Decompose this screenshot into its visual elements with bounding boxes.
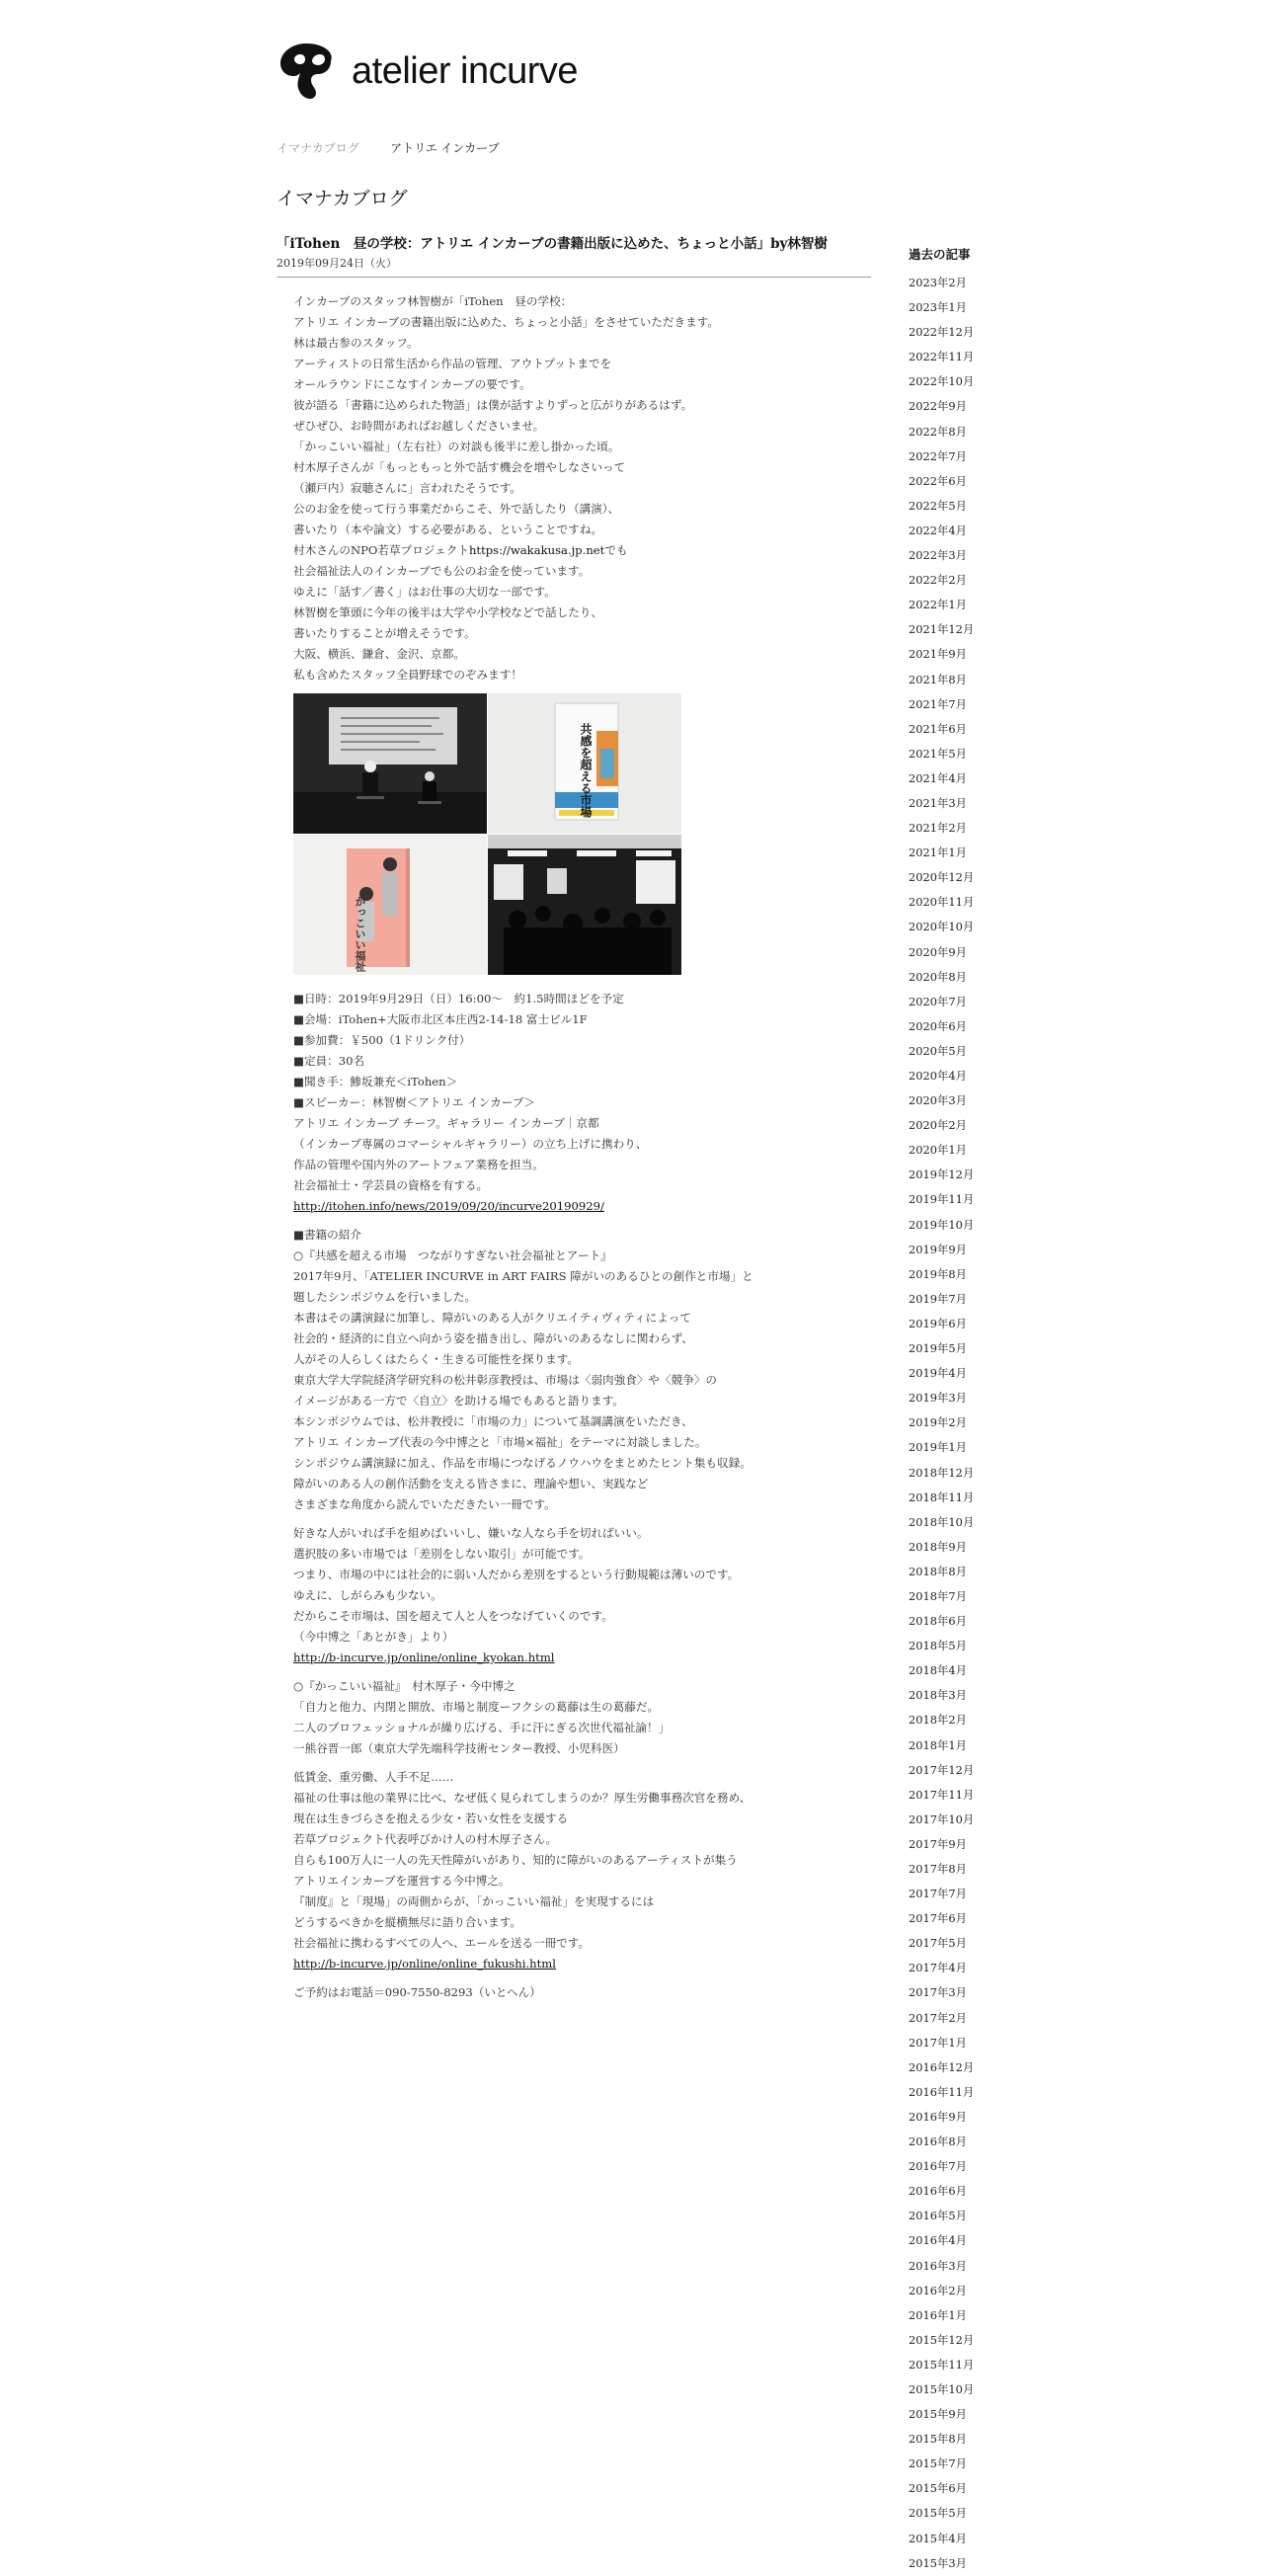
intro-line: 書いたり（本や論文）する必要がある、ということですね。 xyxy=(293,523,603,536)
archive-sidebar xyxy=(909,245,1047,2576)
talk-event-illustration xyxy=(293,693,487,834)
book2-body-line: 福祉の仕事は他の業界に比べ、なぜ低く見られてしまうのか？厚生労働事務次官を務め、 xyxy=(293,1791,752,1805)
intro-section xyxy=(293,291,871,685)
book2-link[interactable]: http://b-incurve.jp/online/online_fukushi.html xyxy=(293,1957,556,1971)
archive-month-link[interactable]: 2019年4月 xyxy=(909,1366,968,1381)
archive-month-link[interactable]: 2019年10月 xyxy=(909,1217,975,1232)
archive-month-link[interactable]: 2017年10月 xyxy=(909,1811,975,1826)
archive-month-link[interactable]: 2015年8月 xyxy=(909,2432,968,2447)
intro-line: 林智樹を筆頭に今年の後半は大学や小学校などで話したり、 xyxy=(293,605,603,619)
gallery-crowd-photo xyxy=(488,835,681,975)
book2-body-line: 『制度』と「現場」の両側からが、「かっこいい福祉」を実現するには xyxy=(293,1894,655,1908)
archive-month-link[interactable]: 2018年7月 xyxy=(909,1588,968,1603)
book1-quote xyxy=(293,1523,871,1668)
archive-month-link[interactable]: 2022年7月 xyxy=(909,448,968,463)
blog-post xyxy=(277,235,871,2003)
archive-month-link[interactable]: 2022年1月 xyxy=(909,598,968,612)
intro-line xyxy=(293,540,871,561)
book2-line: 一熊谷晋一郎（東京大学先端科学技術センター教授、小児科医） xyxy=(293,1741,625,1755)
archive-month-link[interactable]: 2019年9月 xyxy=(909,1242,968,1256)
archive-month-link[interactable]: 2016年6月 xyxy=(909,2184,968,2199)
archive-month-link[interactable]: 2021年8月 xyxy=(909,672,968,686)
book2-body xyxy=(293,1767,871,1974)
archive-month-link[interactable]: 2015年11月 xyxy=(909,2357,975,2372)
archive-month-link[interactable]: 2018年4月 xyxy=(909,1663,968,1678)
archive-month-link[interactable]: 2020年7月 xyxy=(909,994,968,1008)
intro-line: 「かっこいい福祉」（左右社）の対談も後半に差し掛かった頃。 xyxy=(293,440,620,453)
archive-month-link[interactable]: 2020年6月 xyxy=(909,1018,968,1033)
intro-line: 公のお金を使って行う事業だからこそ、外で話したり（講演）、 xyxy=(293,502,620,516)
archive-month-link[interactable]: 2019年8月 xyxy=(909,1266,968,1281)
book1-line: 障がいのある人の創作活動を支える皆さまに、理論や想い、実践など xyxy=(293,1477,649,1490)
event-line: ■参加費：￥500（1ドリンク付） xyxy=(293,1033,471,1047)
book2-body-line: どうするべきかを縦横無尽に語り合います。 xyxy=(293,1915,521,1929)
archive-month-link[interactable]: 2019年1月 xyxy=(909,1440,968,1455)
talk-event-photo xyxy=(293,693,487,834)
archive-month-link[interactable]: 2018年10月 xyxy=(909,1514,975,1529)
intro-line: インカーブのスタッフ林智樹が「iTohen 昼の学校： xyxy=(293,294,573,308)
archive-month-link[interactable]: 2017年5月 xyxy=(909,1936,968,1951)
archive-month-link[interactable]: 2016年1月 xyxy=(909,2307,968,2322)
book1-line: ○『共感を超える市場 つながりすぎない社会福祉とアート』 xyxy=(293,1248,612,1262)
incurve-logo-icon xyxy=(277,40,340,103)
event-line: ■スピーカー：林智樹＜アトリエ インカーブ＞ xyxy=(293,1095,536,1109)
archive-month-link[interactable]: 2022年2月 xyxy=(909,573,968,588)
intro-line: ゆえに「話す／書く」はお仕事の大切な一部です。 xyxy=(293,585,556,599)
archive-month-link[interactable]: 2023年1月 xyxy=(909,300,968,315)
archive-month-link[interactable]: 2020年10月 xyxy=(909,920,975,934)
archive-month-link[interactable]: 2016年8月 xyxy=(909,2134,968,2149)
archive-month-link[interactable]: 2017年4月 xyxy=(909,1961,968,1975)
archive-month-link[interactable]: 2018年11月 xyxy=(909,1489,975,1504)
archive-month-link[interactable]: 2022年10月 xyxy=(909,374,975,389)
archive-month-link[interactable]: 2017年12月 xyxy=(909,1762,975,1777)
archive-month-link[interactable]: 2021年7月 xyxy=(909,696,968,711)
book2-line: 二人のプロフェッショナルが繰り広げる、手に汗にぎる次世代福祉論！」 xyxy=(293,1721,671,1734)
site-logo[interactable] xyxy=(277,40,578,103)
archive-month-link[interactable]: 2017年8月 xyxy=(909,1862,968,1876)
archive-month-link[interactable]: 2019年5月 xyxy=(909,1341,968,1356)
archive-month-link[interactable]: 2021年3月 xyxy=(909,795,968,810)
book1-line: シンポジウム講演録に加え、作品を市場につなげるノウハウをまとめたヒント集も収録。 xyxy=(293,1456,752,1470)
archive-month-link[interactable]: 2021年6月 xyxy=(909,721,968,736)
book2-line: ○『かっこいい福祉』 村木厚子・今中博之 xyxy=(293,1679,515,1693)
archive-month-link[interactable]: 2020年11月 xyxy=(909,895,975,910)
intro-line: アーティストの日常生活から作品の管理、アウトプットまでを xyxy=(293,357,612,370)
event-line: 作品の管理や国内外のアートフェア業務を担当。 xyxy=(293,1158,544,1171)
intro-line: ぜひぜひ、お時間があればお越しくださいませ。 xyxy=(293,419,545,433)
book-cover-photo-1 xyxy=(488,693,681,834)
quote-line: （今中博之「あとがき」より） xyxy=(293,1630,454,1644)
book2-body-line: 自らも100万人に一人の先天性障がいがあり、知的に障がいのあるアーティストが集う xyxy=(293,1853,738,1867)
book-cover-photo-2 xyxy=(293,835,487,975)
post-body xyxy=(293,291,871,2003)
book-cover-illustration-2 xyxy=(293,835,487,975)
archive-month-link[interactable]: 2018年5月 xyxy=(909,1639,968,1653)
event-link[interactable]: http://itohen.info/news/2019/09/20/incurve20190929/ xyxy=(293,1199,604,1213)
intro-line: アトリエ インカーブの書籍出版に込めた、ちょっと小話」をさせていただきます。 xyxy=(293,315,719,329)
book1-line: 2017年9月、「ATELIER INCURVE in ART FAIRS 障がいのあるひとの創作と市場」と xyxy=(293,1269,753,1283)
archive-month-link[interactable]: 2017年7月 xyxy=(909,1887,968,1901)
book1-line: さまざまな角度から読んでいただきたい一冊です。 xyxy=(293,1497,556,1511)
archive-month-link[interactable]: 2015年10月 xyxy=(909,2381,975,2396)
book1-line: 本シンポジウムでは、松井教授に「市場の力」について基調講演をいただき、 xyxy=(293,1414,693,1428)
archive-month-link[interactable]: 2020年8月 xyxy=(909,969,968,984)
breadcrumb-atelier-link[interactable]: アトリエ インカーブ xyxy=(390,141,500,155)
archive-month-link[interactable]: 2022年12月 xyxy=(909,325,975,340)
archive-month-link[interactable]: 2020年9月 xyxy=(909,944,968,959)
book1-line: イメージがある一方で〈自立〉を助ける場でもあると語ります。 xyxy=(293,1394,624,1408)
intro-line: 彼が語る「書籍に込められた物語」は僕が話すよりずっと広がりがあるはず。 xyxy=(293,398,693,412)
archive-month-link[interactable]: 2020年5月 xyxy=(909,1043,968,1058)
archive-month-link[interactable]: 2016年5月 xyxy=(909,2209,968,2223)
archive-month-link[interactable]: 2015年7月 xyxy=(909,2456,968,2471)
archive-month-link[interactable]: 2015年12月 xyxy=(909,2332,975,2347)
event-line: ■聞き手：鯵坂兼充＜iTohen＞ xyxy=(293,1075,458,1088)
contact-info: ご予約はお電話＝090-7550-8293（いとへん） xyxy=(293,1985,541,1999)
archive-month-link[interactable]: 2022年3月 xyxy=(909,548,968,563)
quote-line: ゆえに、しがらみも少ない。 xyxy=(293,1588,442,1602)
book-cover-title-2: かっこいい福祉 xyxy=(354,896,366,972)
book2-body-line: 若草プロジェクト代表呼びかけ人の村木厚子さん。 xyxy=(293,1832,558,1846)
archive-month-link[interactable]: 2019年2月 xyxy=(909,1415,968,1430)
archive-month-link[interactable]: 2023年2月 xyxy=(909,276,968,289)
event-line: ■日時：2019年9月29日（日）16:00～ 約1.5時間ほどを予定 xyxy=(293,992,624,1006)
intro-line: 私も含めたスタッフ全員野球でのぞみます！ xyxy=(293,668,522,682)
archive-month-link[interactable]: 2015年3月 xyxy=(909,2555,968,2570)
intro-line: 大阪、横浜、鎌倉、金沢、京都。 xyxy=(293,647,465,661)
archive-month-link[interactable]: 2017年1月 xyxy=(909,2035,968,2050)
post-title: 「iTohen 昼の学校：アトリエ インカーブの書籍出版に込めた、ちょっと小話」by林智樹 xyxy=(277,236,828,252)
archive-month-link[interactable]: 2017年6月 xyxy=(909,1911,968,1926)
archive-month-link[interactable]: 2022年6月 xyxy=(909,473,968,488)
archive-month-link[interactable]: 2016年9月 xyxy=(909,2109,968,2124)
book1-section xyxy=(293,1225,871,1515)
event-line: アトリエ インカーブ チーフ。ギャラリー インカーブ｜京都 xyxy=(293,1116,599,1130)
intro-text: でも xyxy=(604,543,628,557)
book1-line: 題したシンポジウムを行いました。 xyxy=(293,1290,477,1304)
archive-month-link[interactable]: 2019年11月 xyxy=(909,1192,975,1207)
book1-line: 本書はその講演録に加筆し、障がいのある人がクリエイティヴィティによって xyxy=(293,1311,691,1325)
archive-title: 過去の記事 xyxy=(909,247,971,262)
archive-month-link[interactable]: 2022年4月 xyxy=(909,523,968,537)
archive-month-link[interactable]: 2021年4月 xyxy=(909,770,968,785)
archive-month-link[interactable]: 2020年12月 xyxy=(909,870,975,885)
intro-line: 林は最古参のスタッフ。 xyxy=(293,336,419,350)
book2-body-line: 低賃金、重労働、人手不足…… xyxy=(293,1770,454,1784)
intro-line: オールラウンドにこなすインカーブの要です。 xyxy=(293,377,531,391)
archive-month-link[interactable]: 2020年1月 xyxy=(909,1143,968,1158)
intro-line: 村木厚子さんが「もっともっと外で話す機会を増やしなさいって xyxy=(293,460,626,474)
archive-month-link[interactable]: 2022年11月 xyxy=(909,350,975,364)
wakakusa-link[interactable]: https://wakakusa.jp.net xyxy=(468,543,605,557)
event-line: （インカーブ専属のコマーシャルギャラリー）の立ち上げに携わり、 xyxy=(293,1137,648,1151)
event-line: ■会場：iTohen+大阪市北区本庄西2-14-18 富士ビル1F xyxy=(293,1012,588,1026)
archive-month-link[interactable]: 2015年6月 xyxy=(909,2481,968,2496)
book-cover-title-1: 共感を超える市場 xyxy=(579,723,593,818)
book2-body-line: アトリエインカーブを運営する今中博之。 xyxy=(293,1874,511,1888)
quote-line: 好きな人がいれば手を組めばいいし、嫌いな人なら手を切ればいい。 xyxy=(293,1526,649,1540)
archive-month-link[interactable]: 2015年4月 xyxy=(909,2531,968,2545)
archive-month-link[interactable]: 2016年11月 xyxy=(909,2084,975,2099)
book1-line: 社会的・経済的に自立へ向かう姿を描き出し、障がいのあるなしに関わらず、 xyxy=(293,1331,693,1345)
archive-month-link[interactable]: 2016年4月 xyxy=(909,2233,968,2248)
archive-month-link[interactable]: 2022年5月 xyxy=(909,498,968,513)
quote-line: つまり、市場の中には社会的に弱い人だから差別をするという行動規範は薄いのです。 xyxy=(293,1568,740,1581)
archive-month-link[interactable]: 2015年9月 xyxy=(909,2407,968,2422)
archive-month-link[interactable]: 2018年9月 xyxy=(909,1539,968,1554)
book2-line: 「自力と他力、内閉と開放、市場と制度ーフクシの葛藤は生の葛藤だ。 xyxy=(293,1700,660,1714)
archive-month-link[interactable]: 2017年9月 xyxy=(909,1836,968,1851)
archive-month-link[interactable]: 2017年11月 xyxy=(909,1787,975,1802)
book2-section xyxy=(293,1676,871,1759)
archive-month-link[interactable]: 2018年12月 xyxy=(909,1465,975,1480)
archive-month-link[interactable]: 2016年3月 xyxy=(909,2258,968,2273)
archive-month-link[interactable]: 2020年3月 xyxy=(909,1093,968,1108)
archive-month-link[interactable]: 2021年5月 xyxy=(909,746,968,761)
archive-month-link[interactable]: 2016年2月 xyxy=(909,2283,968,2297)
title-divider xyxy=(277,277,871,278)
archive-month-link[interactable]: 2022年8月 xyxy=(909,424,968,439)
archive-month-link[interactable]: 2019年6月 xyxy=(909,1316,968,1330)
book1-line: アトリエ インカーブ代表の今中博之と「市場×福祉」をテーマに対談しました。 xyxy=(293,1435,707,1449)
event-line: ■定員：30名 xyxy=(293,1054,365,1068)
archive-month-link[interactable]: 2021年2月 xyxy=(909,821,968,836)
intro-line: 書いたりすることが増えそうです。 xyxy=(293,626,476,640)
book2-body-line: 現在は生きづらさを抱える少女・若い女性を支援する xyxy=(293,1811,569,1825)
page-title: イマナカブログ xyxy=(277,189,408,209)
archive-month-link[interactable]: 2019年7月 xyxy=(909,1291,968,1306)
book1-line: 東京大学大学院経済学研究科の松井彰彦教授は、市場は〈弱肉強食〉や〈競争〉の xyxy=(293,1373,717,1387)
book2-body-line: 社会福祉に携わるすべての人へ、エールを送る一冊です。 xyxy=(293,1936,591,1950)
archive-list xyxy=(909,271,1047,2576)
archive-month-link[interactable]: 2017年3月 xyxy=(909,1985,968,2000)
breadcrumb-blog-link[interactable]: イマナカブログ xyxy=(277,141,359,155)
archive-month-link[interactable]: 2018年8月 xyxy=(909,1564,968,1578)
archive-month-link[interactable]: 2019年3月 xyxy=(909,1391,968,1406)
event-details xyxy=(293,989,871,1217)
quote-line: 選択肢の多い市場では「差別をしない取引」が可能です。 xyxy=(293,1547,591,1561)
book1-link[interactable]: http://b-incurve.jp/online/online_kyokan.html xyxy=(293,1650,555,1664)
event-line: 社会福祉士・学芸員の資格を有する。 xyxy=(293,1178,489,1192)
gallery-illustration xyxy=(488,835,681,975)
archive-month-link[interactable]: 2022年9月 xyxy=(909,399,968,414)
intro-line: （瀬戸内）寂聴さんに」言われたそうです。 xyxy=(293,481,521,495)
breadcrumb xyxy=(277,139,500,156)
archive-month-link[interactable]: 2020年2月 xyxy=(909,1118,968,1133)
archive-month-link[interactable]: 2020年4月 xyxy=(909,1069,968,1083)
book1-line: ■書籍の紹介 xyxy=(293,1228,361,1242)
archive-month-link[interactable]: 2018年2月 xyxy=(909,1713,968,1728)
archive-month-link[interactable]: 2021年12月 xyxy=(909,622,975,637)
archive-month-link[interactable]: 2021年9月 xyxy=(909,647,968,662)
intro-text: 村木さんのNPO若草プロジェクト xyxy=(293,543,469,557)
book1-line: 人がその人らしくはたらく・生きる可能性を探ります。 xyxy=(293,1352,579,1366)
archive-month-link[interactable]: 2021年1月 xyxy=(909,845,968,860)
post-date: 2019年09月24日（火） xyxy=(277,257,397,270)
quote-line: だからこそ市場は、国を超えて人と人をつなげていくのです。 xyxy=(293,1609,613,1623)
archive-month-link[interactable]: 2017年2月 xyxy=(909,2010,968,2025)
archive-month-link[interactable]: 2018年3月 xyxy=(909,1688,968,1703)
intro-line: 社会福祉法人のインカーブでも公のお金を使っています。 xyxy=(293,564,591,578)
photo-grid xyxy=(293,693,871,975)
archive-month-link[interactable]: 2019年12月 xyxy=(909,1167,975,1182)
logo-text: atelier incurve xyxy=(352,49,579,92)
archive-month-link[interactable]: 2016年7月 xyxy=(909,2159,968,2174)
archive-month-link[interactable]: 2018年6月 xyxy=(909,1614,968,1629)
archive-month-link[interactable]: 2018年1月 xyxy=(909,1737,968,1752)
archive-month-link[interactable]: 2015年5月 xyxy=(909,2506,968,2521)
archive-month-link[interactable]: 2016年12月 xyxy=(909,2059,975,2074)
